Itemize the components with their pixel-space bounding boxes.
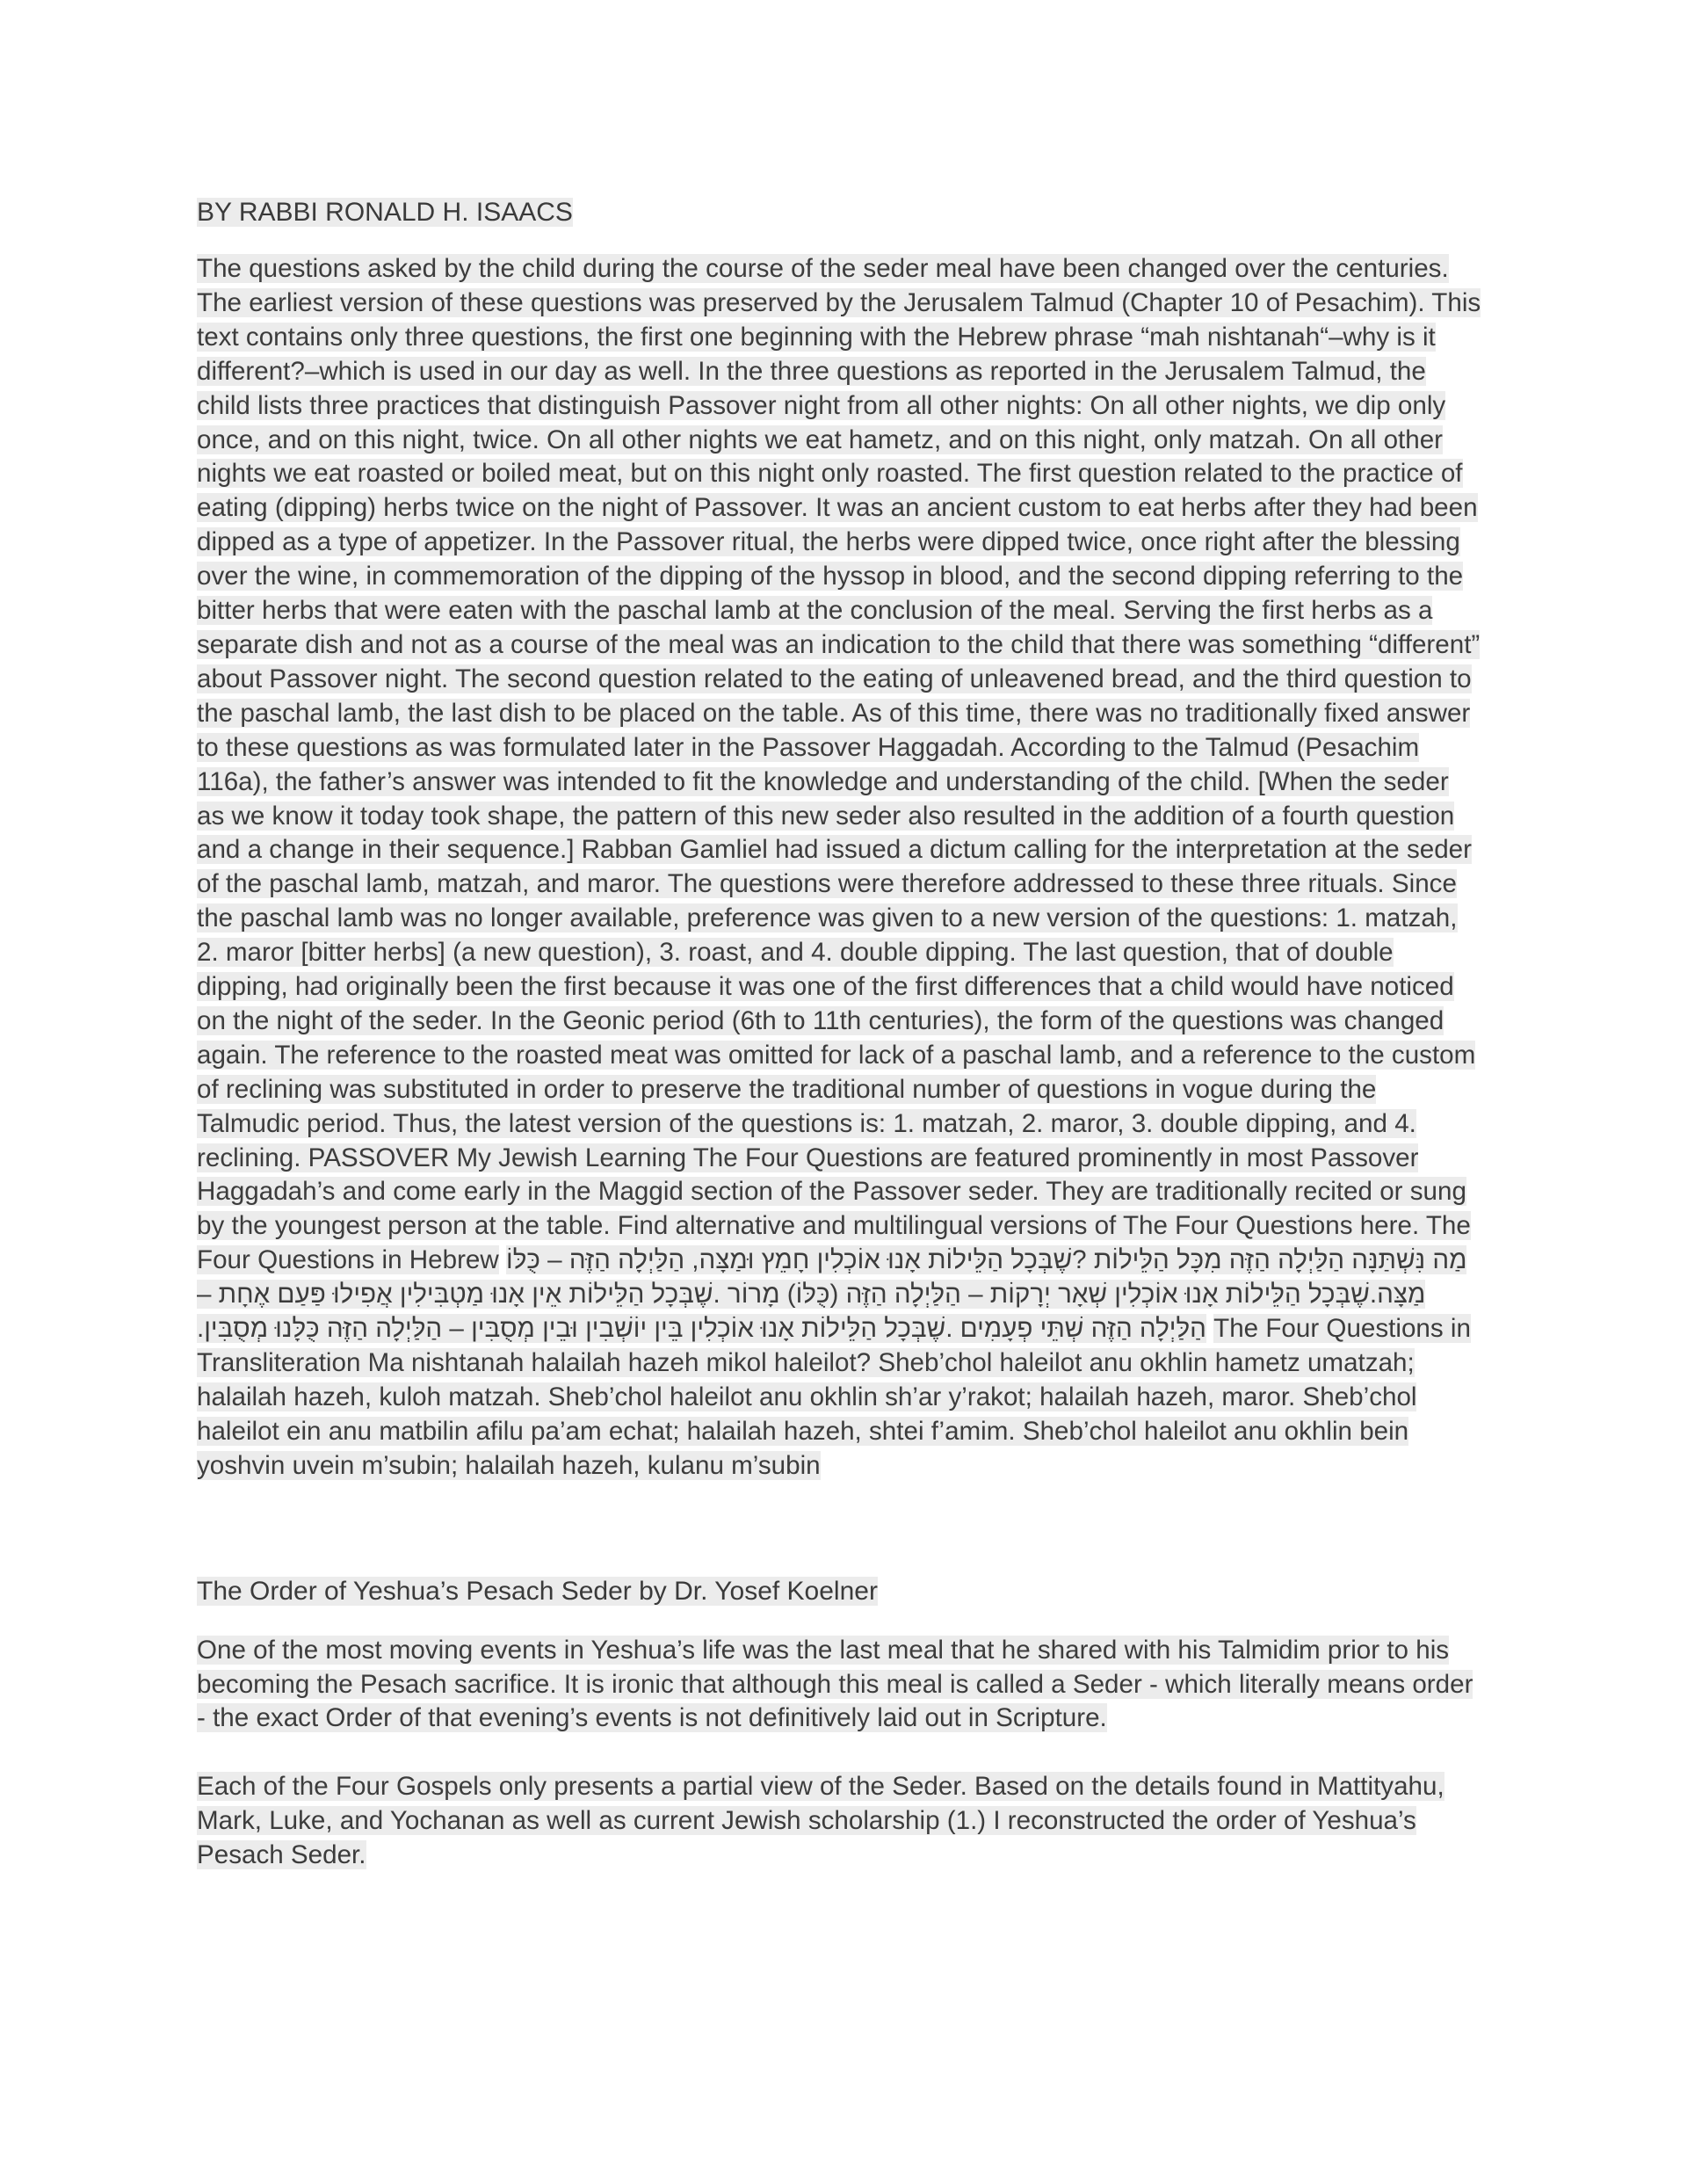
history-text: The questions asked by the child during the course of the seder meal have been changed over the centuries. The earliest version of these questions was preserved by the Jerusalem Talmud (Chapter 10 of Pesachim). This text contains only three questions, the first one beginning with the Hebrew phrase “mah nishtanah“–why is it different?–which is used in our day as well. In the three questions as reported in the Jerusalem Talmud, the child lists three practices that distinguish Passover night from all other nights: On all other nights, we dip only once, and on this night, twice. On all other nights we eat hametz, and on this night, only matzah. On all other nights we eat roasted or boiled meat, but on this night only roasted. The first question related to the practice of eating (dipping) herbs twice on the night of Passover. It was an ancient custom to eat herbs after they had been dipped as a type of appetizer. In the Passover ritual, the herbs were dipped twice, once right after the blessing over the wine, in commemoration of the dipping of the hyssop in blood, and the second dipping referring to the bitter herbs that were eaten with the paschal lamb at the conclusion of the meal. Serving the first herbs as a separate dish and not as a course of the meal was an indication to the child that there was something “different” about Passover night. The second question related to the eating of unleavened bread, and the third question to the paschal lamb, the last dish to be placed on the table. As of this time, there was no traditionally fixed answer to these questions as was formulated later in the Passover Haggadah. According to the Talmud (Pesachim 116a), the father’s answer was intended to fit the knowledge and understanding of the child. [When the seder as we know it today took shape, the pattern of this new seder also resulted in the addition of a fourth question and a change in their sequence.] Rabban Gamliel had issued a dictum calling for the interpretation at the seder of the paschal lamb, matzah, and maror. The questions were therefore addressed to these three rituals. Since the paschal lamb was no longer available, preference was given to a new version of the questions: 1. matzah, 2. maror [bitter herbs] (a new question), 3. roast, and 4. double dipping. The last question, that of double dipping, had originally been the first because it was one of the first differences that a child would have noticed on the night of the seder. In the Geonic period (6th to 11th centuries), the form of the questions was changed again. The reference to the roasted meat was omitted for lack of a paschal lamb, and a reference to the custom of reclining was substituted in order to preserve the traditional number of questions in vogue during the Talmudic period. Thus, the latest version of the questions is: 1. matzah, 2. maror, 3. double dipping, and 4. reclining. PASSOVER My Jewish Learning The Four Questions are featured prominently in most Passover Haggadah’s and come early in the Maggid section of the Passover seder. They are traditionally recited or sung by the youngest person at the table. Find alternative and multilingual versions of The Four Questions here. The Four Questions in Hebrew bbox=[197, 254, 1481, 1275]
gospels-text: Each of the Four Gospels only presents a partial view of the Seder. Based on the details found in Mattityahu, Mark, Luke, and Yochanan as well as current Jewish scholarship (1.) I reconstructed the order of Yeshua’s Pesach Seder. bbox=[197, 1772, 1444, 1870]
hebrew-text: מַה נִּשְׁתַּנָּה הַלַּיְלָה הַזֶּה מִכָּל הַלֵּילוֹת ?שֶׁבְּכָל הַלֵּילוֹת אָנוּ אוֹכְלִין חָמֵץ וּמַצָּה, הַלַּיְלָה הַזֶּה – כֻּלּוֹ מַצָּה.שֶׁבְּכָל הַלֵּילוֹת אָנוּ אוֹכְלִין שְׁאָר יְרָקוֹת – הַלַּיְלָה הַזֶּה (כֻּלּוֹ) מָרוֹר .שֶׁבְּכָל הַלֵּילוֹת אֵין אָנוּ מַטְבִּילִין אֲפִילוּ פַּעַם אֶחָת – הַלַּיְלָה הַזֶּה שְׁתֵּי פְעָמִים .שֶׁבְּכָל הַלֵּילוֹת אָנוּ אוֹכְלִין בֵּין יוֹשְׁבִין וּבֵין מְסֻבִּין – הַלַּיְלָה הַזֶּה כֻּלָּנוּ מְסֻבִּין. bbox=[197, 1245, 1467, 1344]
section-title bbox=[197, 1574, 1488, 1609]
four-questions-paragraph bbox=[197, 252, 1488, 1484]
gospels-paragraph bbox=[197, 1770, 1488, 1873]
author-byline bbox=[197, 195, 1488, 230]
seder-intro-text: One of the most moving events in Yeshua’s life was the last meal that he shared with his Talmidim prior to his becoming the Pesach sacrifice. It is ironic that although this meal is called a Seder - which literally means order - the exact Order of that evening’s events is not definitively laid out in Scripture. bbox=[197, 1635, 1473, 1733]
seder-intro-paragraph bbox=[197, 1634, 1488, 1737]
transliteration-text: The Four Questions in Transliteration Ma nishtanah halailah hazeh mikol haleilot? Sheb’chol haleilot anu okhlin hametz umatzah; halailah hazeh, kuloh matzah. Sheb’chol haleilot anu okhlin sh’ar y’rakot; halailah hazeh, maror. Sheb’chol haleilot ein anu matbilin afilu pa’am echat; halailah hazeh, shtei f’amim. Sheb’chol haleilot anu okhlin bein yoshvin uvein m’subin; halailah hazeh, kulanu m’subin bbox=[197, 1314, 1471, 1480]
document-page bbox=[197, 195, 1488, 1873]
byline-text: BY RABBI RONALD H. ISAACS bbox=[197, 198, 573, 227]
section-title-text: The Order of Yeshua’s Pesach Seder by Dr. Yosef Koelner bbox=[197, 1576, 878, 1606]
